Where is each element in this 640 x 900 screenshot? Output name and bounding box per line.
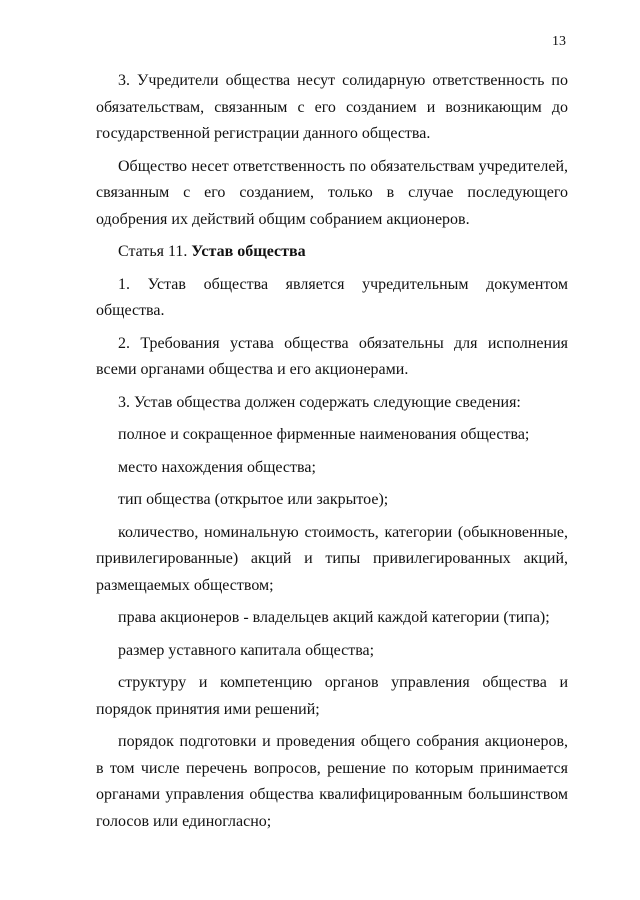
paragraph-founders-liability: 3. Учредители общества несут солидарную ответственность по обязательствам, связанным с его созданием и возникающим до государственной регистрации данного общества. <box>96 72 568 142</box>
document-body <box>96 68 568 841</box>
list-item-company-type: тип общества (открытое или закрытое); <box>118 491 389 508</box>
list-item-company-names: полное и сокращенное фирменные наименования общества; <box>118 426 530 443</box>
paragraph-charter-definition: 1. Устав общества является учредительным документом общества. <box>96 275 568 319</box>
article-number: Статья 11. <box>118 243 188 260</box>
list-item-shareholder-rights: права акционеров - владельцев акций каждой категории (типа); <box>118 609 550 626</box>
article-heading <box>96 239 568 266</box>
paragraph-charter-binding: 2. Требования устава общества обязательны для исполнения всеми органами общества и его акционерами. <box>96 334 568 378</box>
list-item-location: место нахождения общества; <box>118 458 316 476</box>
list-item-shares: количество, номинальную стоимость, категории (обыкновенные, привилегированные) акций и типы привилегированных акций, размещаемых обществом; <box>96 523 568 594</box>
paragraph-charter-contents: 3. Устав общества должен содержать следующие сведения: <box>118 393 521 411</box>
paragraph-company-liability: Общество несет ответственность по обязательствам учредителей, связанным с его созданием, только в случае последующего одобрения их действий общим собранием акционеров. <box>96 157 568 228</box>
list-item-capital: размер уставного капитала общества; <box>118 641 375 659</box>
list-item-general-meeting: порядок подготовки и проведения общего собрания акционеров, в том числе перечень вопросов, решение по которым принимается органами управления общества квалифицированным большинством голосов или единогласно; <box>96 733 568 830</box>
page-number: 13 <box>552 34 566 49</box>
list-item-management-structure: структуру и компетенцию органов управления общества и порядок принятия ими решений; <box>96 674 568 718</box>
article-title: Устав общества <box>191 243 306 260</box>
